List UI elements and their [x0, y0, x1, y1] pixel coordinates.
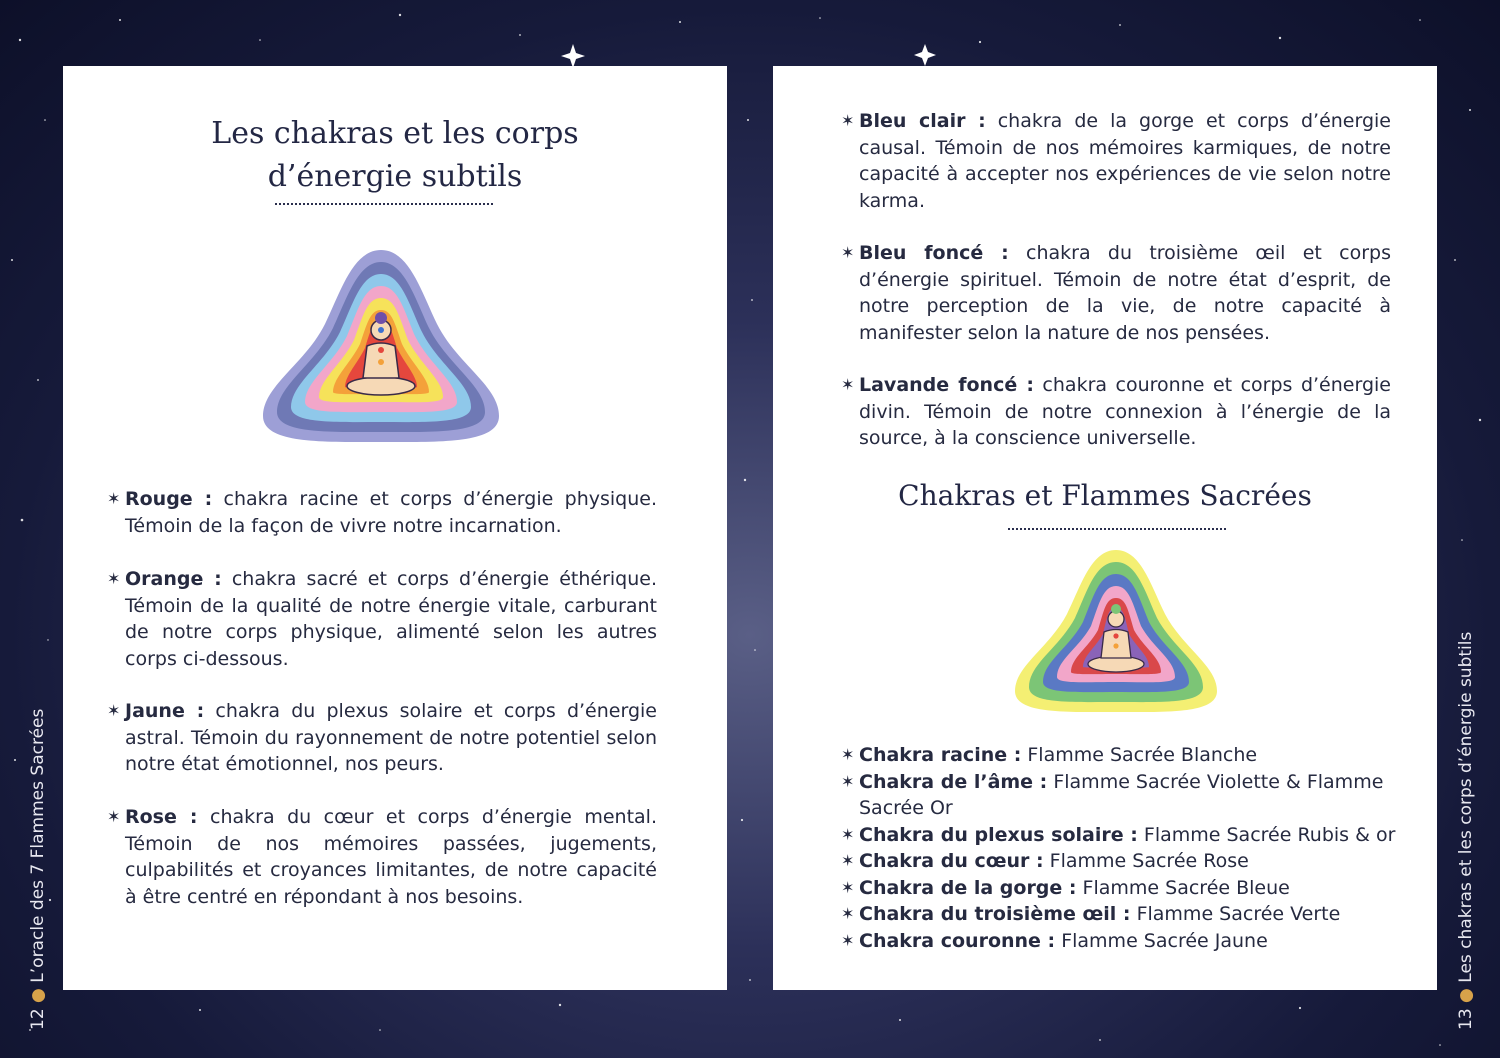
list-item: [841, 822, 1419, 849]
bullet-star-icon: ✶: [107, 807, 121, 826]
section-divider: [1008, 528, 1226, 530]
list-chakra: Chakra du cœur :: [859, 850, 1044, 872]
entry-jaune: [107, 698, 657, 778]
bullet-star-icon: ✶: [841, 745, 855, 764]
list-item: [841, 848, 1419, 875]
list-item: [841, 742, 1419, 769]
list-chakra: Chakra racine :: [859, 744, 1022, 766]
entry-label: Bleu foncé :: [859, 242, 1009, 264]
folio-bullet-icon: ●: [28, 988, 48, 1003]
entry-bleu-clair: [841, 108, 1392, 214]
page-number: 13: [1456, 1008, 1476, 1030]
entry-label: Jaune :: [125, 700, 205, 722]
bullet-star-icon: ✶: [107, 569, 121, 588]
entry-bleu-fonce: [841, 240, 1392, 346]
entry-text: chakra racine et corps d’énergie physique. Témoin de la façon de vivre notre incarnation.: [125, 488, 657, 537]
list-flame: Flamme Sacrée Rose: [1043, 850, 1249, 872]
list-chakra: Chakra de l’âme :: [859, 770, 1048, 793]
entry-text: chakra du troisième œil et corps d’énergie spirituel. Témoin de notre état d’esprit, de notre perception de la vie, de notre capacité à manifester selon la nature de nos pensées.: [859, 242, 1392, 344]
list-chakra: Chakra couronne :: [859, 929, 1056, 952]
entry-label: Rose :: [125, 806, 198, 828]
bullet-star-icon: ✶: [841, 375, 855, 394]
list-item: [841, 769, 1419, 822]
folio-bullet-icon: ●: [1456, 988, 1476, 1003]
title-line-2: d’énergie subtils: [267, 159, 523, 194]
entry-text: chakra du plexus solaire et corps d’énergie astral. Témoin du rayonnement de notre potentiel selon notre état émotionnel, nos peurs.: [125, 700, 657, 775]
entry-orange: [107, 566, 658, 672]
bullet-star-icon: ✶: [841, 877, 855, 897]
left-page: [63, 66, 727, 990]
list-flame: Flamme Sacrée Blanche: [1021, 744, 1258, 766]
list-flame: Flamme Sacrée Verte: [1130, 903, 1341, 925]
entry-rouge: [107, 486, 657, 539]
entry-label: Orange :: [125, 568, 222, 590]
bullet-star-icon: ✶: [841, 930, 855, 950]
list-item: [841, 928, 1419, 955]
entry-label: Bleu clair :: [859, 110, 986, 132]
entry-text: chakra de la gorge et corps d’énergie causal. Témoin de nos mémoires karmiques, de notre capacité à accepter nos expériences de vie selon notre karma.: [859, 110, 1392, 212]
page-title: [63, 112, 727, 198]
bullet-star-icon: ✶: [841, 824, 855, 844]
bullet-star-icon: ✶: [841, 243, 855, 262]
list-chakra: Chakra du troisième œil :: [859, 903, 1131, 925]
entry-rose: [107, 804, 657, 910]
bullet-star-icon: ✶: [841, 904, 855, 923]
chakra-flame-list: [841, 742, 1419, 954]
bullet-star-icon: ✶: [841, 111, 855, 130]
entry-text: chakra du cœur et corps d’énergie mental. Témoin de nos mémoires passées, jugements, culpabilités et croyances limitantes, de notre capacité à être centré en répondant à nos besoins.: [125, 806, 657, 908]
list-flame: Flamme Sacrée Rubis & or: [1137, 823, 1396, 846]
list-flame: Flamme Sacrée Violette & Flamme Sacrée Or: [859, 770, 1384, 819]
entry-label: Lavande foncé :: [859, 374, 1034, 396]
list-flame: Flamme Sacrée Bleue: [1076, 876, 1290, 899]
title-divider: [275, 203, 493, 205]
list-chakra: Chakra de la gorge :: [859, 876, 1077, 899]
bullet-star-icon: ✶: [841, 851, 855, 870]
page-number: 12: [28, 1008, 48, 1030]
left-folio: [28, 709, 48, 1030]
chakra-aura-illustration: [259, 246, 503, 446]
list-item: [841, 901, 1419, 928]
entry-text: chakra couronne et corps d’énergie divin. Témoin de notre connexion à l’énergie de la source, à la conscience universelle.: [859, 374, 1391, 449]
running-title: L’oracle des 7 Flammes Sacrées: [28, 708, 48, 983]
bullet-star-icon: ✶: [107, 701, 121, 720]
list-chakra: Chakra du plexus solaire :: [859, 823, 1138, 846]
right-folio: [1456, 632, 1476, 1030]
bullet-star-icon: ✶: [841, 771, 855, 791]
list-flame: Flamme Sacrée Jaune: [1055, 929, 1268, 952]
section-title: Chakras et Flammes Sacrées: [898, 479, 1312, 512]
title-line-1: Les chakras et les corps: [211, 116, 579, 151]
entry-lavande-fonce: [841, 372, 1391, 452]
list-item: [841, 875, 1419, 902]
right-page: [773, 66, 1437, 990]
chakra-flame-illustration: [1011, 546, 1221, 716]
bullet-star-icon: ✶: [107, 489, 121, 508]
running-title: Les chakras et les corps d’énergie subtils: [1456, 631, 1476, 983]
entry-label: Rouge :: [125, 488, 213, 510]
entry-text: chakra sacré et corps d’énergie éthérique. Témoin de la qualité de notre énergie vitale, carburant de notre corps physique, alimenté selon les autres corps ci-dessous.: [125, 568, 658, 670]
